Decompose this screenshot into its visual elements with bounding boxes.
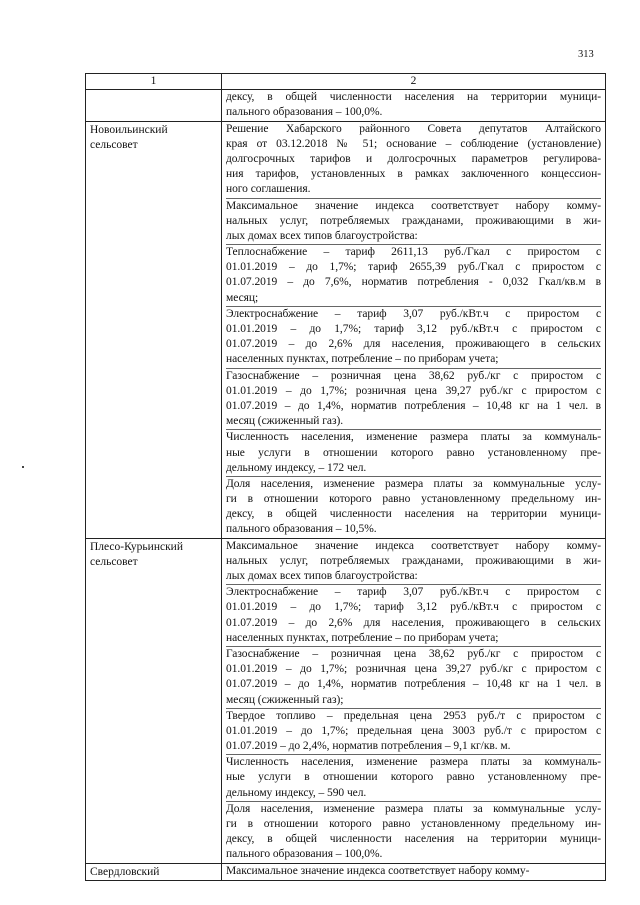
municipality-name-line: сельсовет (90, 138, 138, 151)
description-paragraph (226, 429, 601, 476)
table-body (86, 90, 606, 881)
municipality-name-line: Плесо-Курьинский (90, 540, 183, 553)
text-line: Доля населения, изменение размера платы за коммунальные услу- (226, 476, 601, 492)
text-line: Решение Хабарского районного Совета депутатов Алтайского (226, 122, 601, 135)
page-number: 313 (578, 49, 594, 60)
description-paragraph (226, 539, 601, 585)
description-paragraph (226, 584, 601, 646)
column-header-2: 2 (222, 74, 606, 90)
tariff-table (85, 73, 606, 881)
text-line: ги в отношении которого равно установленному предельному ин- (226, 818, 601, 831)
description-paragraph (226, 754, 601, 801)
text-line: 01.01.2019 – до 1,7%; розничная цена 39,27 руб./кг с приростом с (226, 384, 601, 397)
text-line: 01.07.2019 – до 2,4%, норматив потребления – 9,1 кг/кв. м. (226, 740, 511, 753)
text-line: 01.07.2019 – до 1,4%, норматив потребления – 10,48 кг на 1 чел. в (226, 399, 601, 412)
text-line: месяц; (226, 291, 259, 304)
municipality-name-line: Новоильинский (90, 123, 168, 136)
text-line: долгосрочных тарифов и долгосрочных параметров регулирова- (226, 152, 601, 165)
text-line: дексу, в общей численности населения на территории муници- (226, 91, 601, 104)
text-line: края от 03.12.2018 № 51; основание – соблюдение (установление) (226, 137, 601, 150)
text-line: месяц (сжиженный газ); (226, 693, 344, 706)
text-line: Электроснабжение – тариф 3,07 руб./кВт.ч с приростом с (226, 306, 601, 322)
text-line: Максимальное значение индекса соответствует набору комму- (226, 198, 601, 214)
text-line: Численность населения, изменение размера платы за коммуналь- (226, 754, 601, 770)
description-paragraph (226, 801, 601, 863)
text-line: Электроснабжение – тариф 3,07 руб./кВт.ч с приростом с (226, 584, 601, 600)
text-line: 01.01.2019 – до 1,7%; тариф 2655,39 руб./Гкал с приростом с (226, 261, 601, 274)
text-line: нальных услуг, потребляемых гражданами, проживающими в жи- (226, 554, 601, 567)
text-line: пального образования – 10,5%. (226, 523, 377, 536)
text-line: 01.01.2019 – до 1,7%; тариф 3,12 руб./кВт.ч с приростом с (226, 601, 601, 614)
description-cell (222, 90, 606, 121)
table-header-row (86, 74, 606, 90)
text-line: ного соглашения. (226, 183, 311, 196)
text-line: нальных услуг, потребляемых гражданами, проживающими в жи- (226, 214, 601, 227)
text-line: ные услуги в отношении которого равно установленному пре- (226, 771, 601, 784)
text-line: Численность населения, изменение размера платы за коммуналь- (226, 429, 601, 445)
text-line: 01.07.2019 – до 1,4%, норматив потребления – 10,48 кг на 1 чел. в (226, 678, 601, 691)
text-line: дексу, в общей численности населения на территории муници- (226, 508, 601, 521)
description-paragraph (226, 122, 601, 198)
description-paragraph (226, 368, 601, 430)
text-line: 01.01.2019 – до 1,7%; тариф 3,12 руб./кВт.ч с приростом с (226, 323, 601, 336)
text-line: дексу, в общей численности населения на территории муници- (226, 833, 601, 846)
column-header-1: 1 (86, 74, 222, 90)
text-line: лых домах всех типов благоустройства: (226, 229, 418, 242)
text-line: ги в отношении которого равно установленному предельному ин- (226, 493, 601, 506)
text-line: дельному индексу, – 590 чел. (226, 786, 367, 799)
table-row (86, 121, 606, 538)
text-line: ные услуги в отношении которого равно установленному пре- (226, 446, 601, 459)
text-line: населенных пунктах, потребление – по приборам учета; (226, 631, 499, 644)
description-paragraph (226, 476, 601, 538)
text-line: дельному индексу, – 172 чел. (226, 461, 367, 474)
text-line: Газоснабжение – розничная цена 38,62 руб./кг с приростом с (226, 368, 601, 384)
description-cell (222, 863, 606, 880)
description-paragraph (226, 90, 601, 120)
description-paragraph (226, 306, 601, 368)
municipality-cell (86, 863, 222, 880)
text-line: ния тарифов, установленных в рамках заключенного концессион- (226, 168, 601, 181)
description-paragraph (226, 708, 601, 755)
scan-speck (22, 466, 24, 468)
text-line: Максимальное значение индекса соответствует набору комму- (226, 864, 530, 877)
text-line: лых домах всех типов благоустройства: (226, 570, 418, 583)
description-paragraph (226, 244, 601, 306)
text-line: 01.07.2019 – до 2,6% для населения, проживающего в сельских (226, 616, 601, 629)
description-paragraph (226, 198, 601, 245)
text-line: Твердое топливо – предельная цена 2953 руб./т с приростом с (226, 708, 601, 724)
text-line: Газоснабжение – розничная цена 38,62 руб./кг с приростом с (226, 646, 601, 662)
municipality-cell (86, 90, 222, 121)
text-line: пального образования – 100,0%. (226, 848, 383, 861)
text-line: Теплоснабжение – тариф 2611,13 руб./Гкал с приростом с (226, 244, 601, 260)
description-cell (222, 538, 606, 863)
table-row (86, 90, 606, 121)
text-line: 01.01.2019 – до 1,7%; розничная цена 39,27 руб./кг с приростом с (226, 663, 601, 676)
text-line: месяц (сжиженный газ). (226, 415, 344, 428)
table-row (86, 538, 606, 863)
description-cell (222, 121, 606, 538)
text-line: 01.07.2019 – до 7,6%, норматив потребления - 0,032 Гкал/кв.м в (226, 276, 601, 289)
municipality-cell (86, 121, 222, 538)
municipality-name-line: Свердловский (90, 865, 160, 878)
text-line: 01.01.2019 – до 1,7%; предельная цена 3003 руб./т с приростом с (226, 724, 601, 737)
text-line: пального образования – 100,0%. (226, 106, 383, 119)
municipality-cell (86, 538, 222, 863)
text-line: Максимальное значение индекса соответствует набору комму- (226, 539, 601, 552)
description-paragraph (226, 864, 601, 879)
municipality-name-line: сельсовет (90, 555, 138, 568)
text-line: Доля населения, изменение размера платы за коммунальные услу- (226, 801, 601, 817)
text-line: населенных пунктах, потребление – по приборам учета; (226, 353, 499, 366)
table-row (86, 863, 606, 880)
description-paragraph (226, 646, 601, 708)
text-line: 01.07.2019 – до 2,6% для населения, проживающего в сельских (226, 338, 601, 351)
